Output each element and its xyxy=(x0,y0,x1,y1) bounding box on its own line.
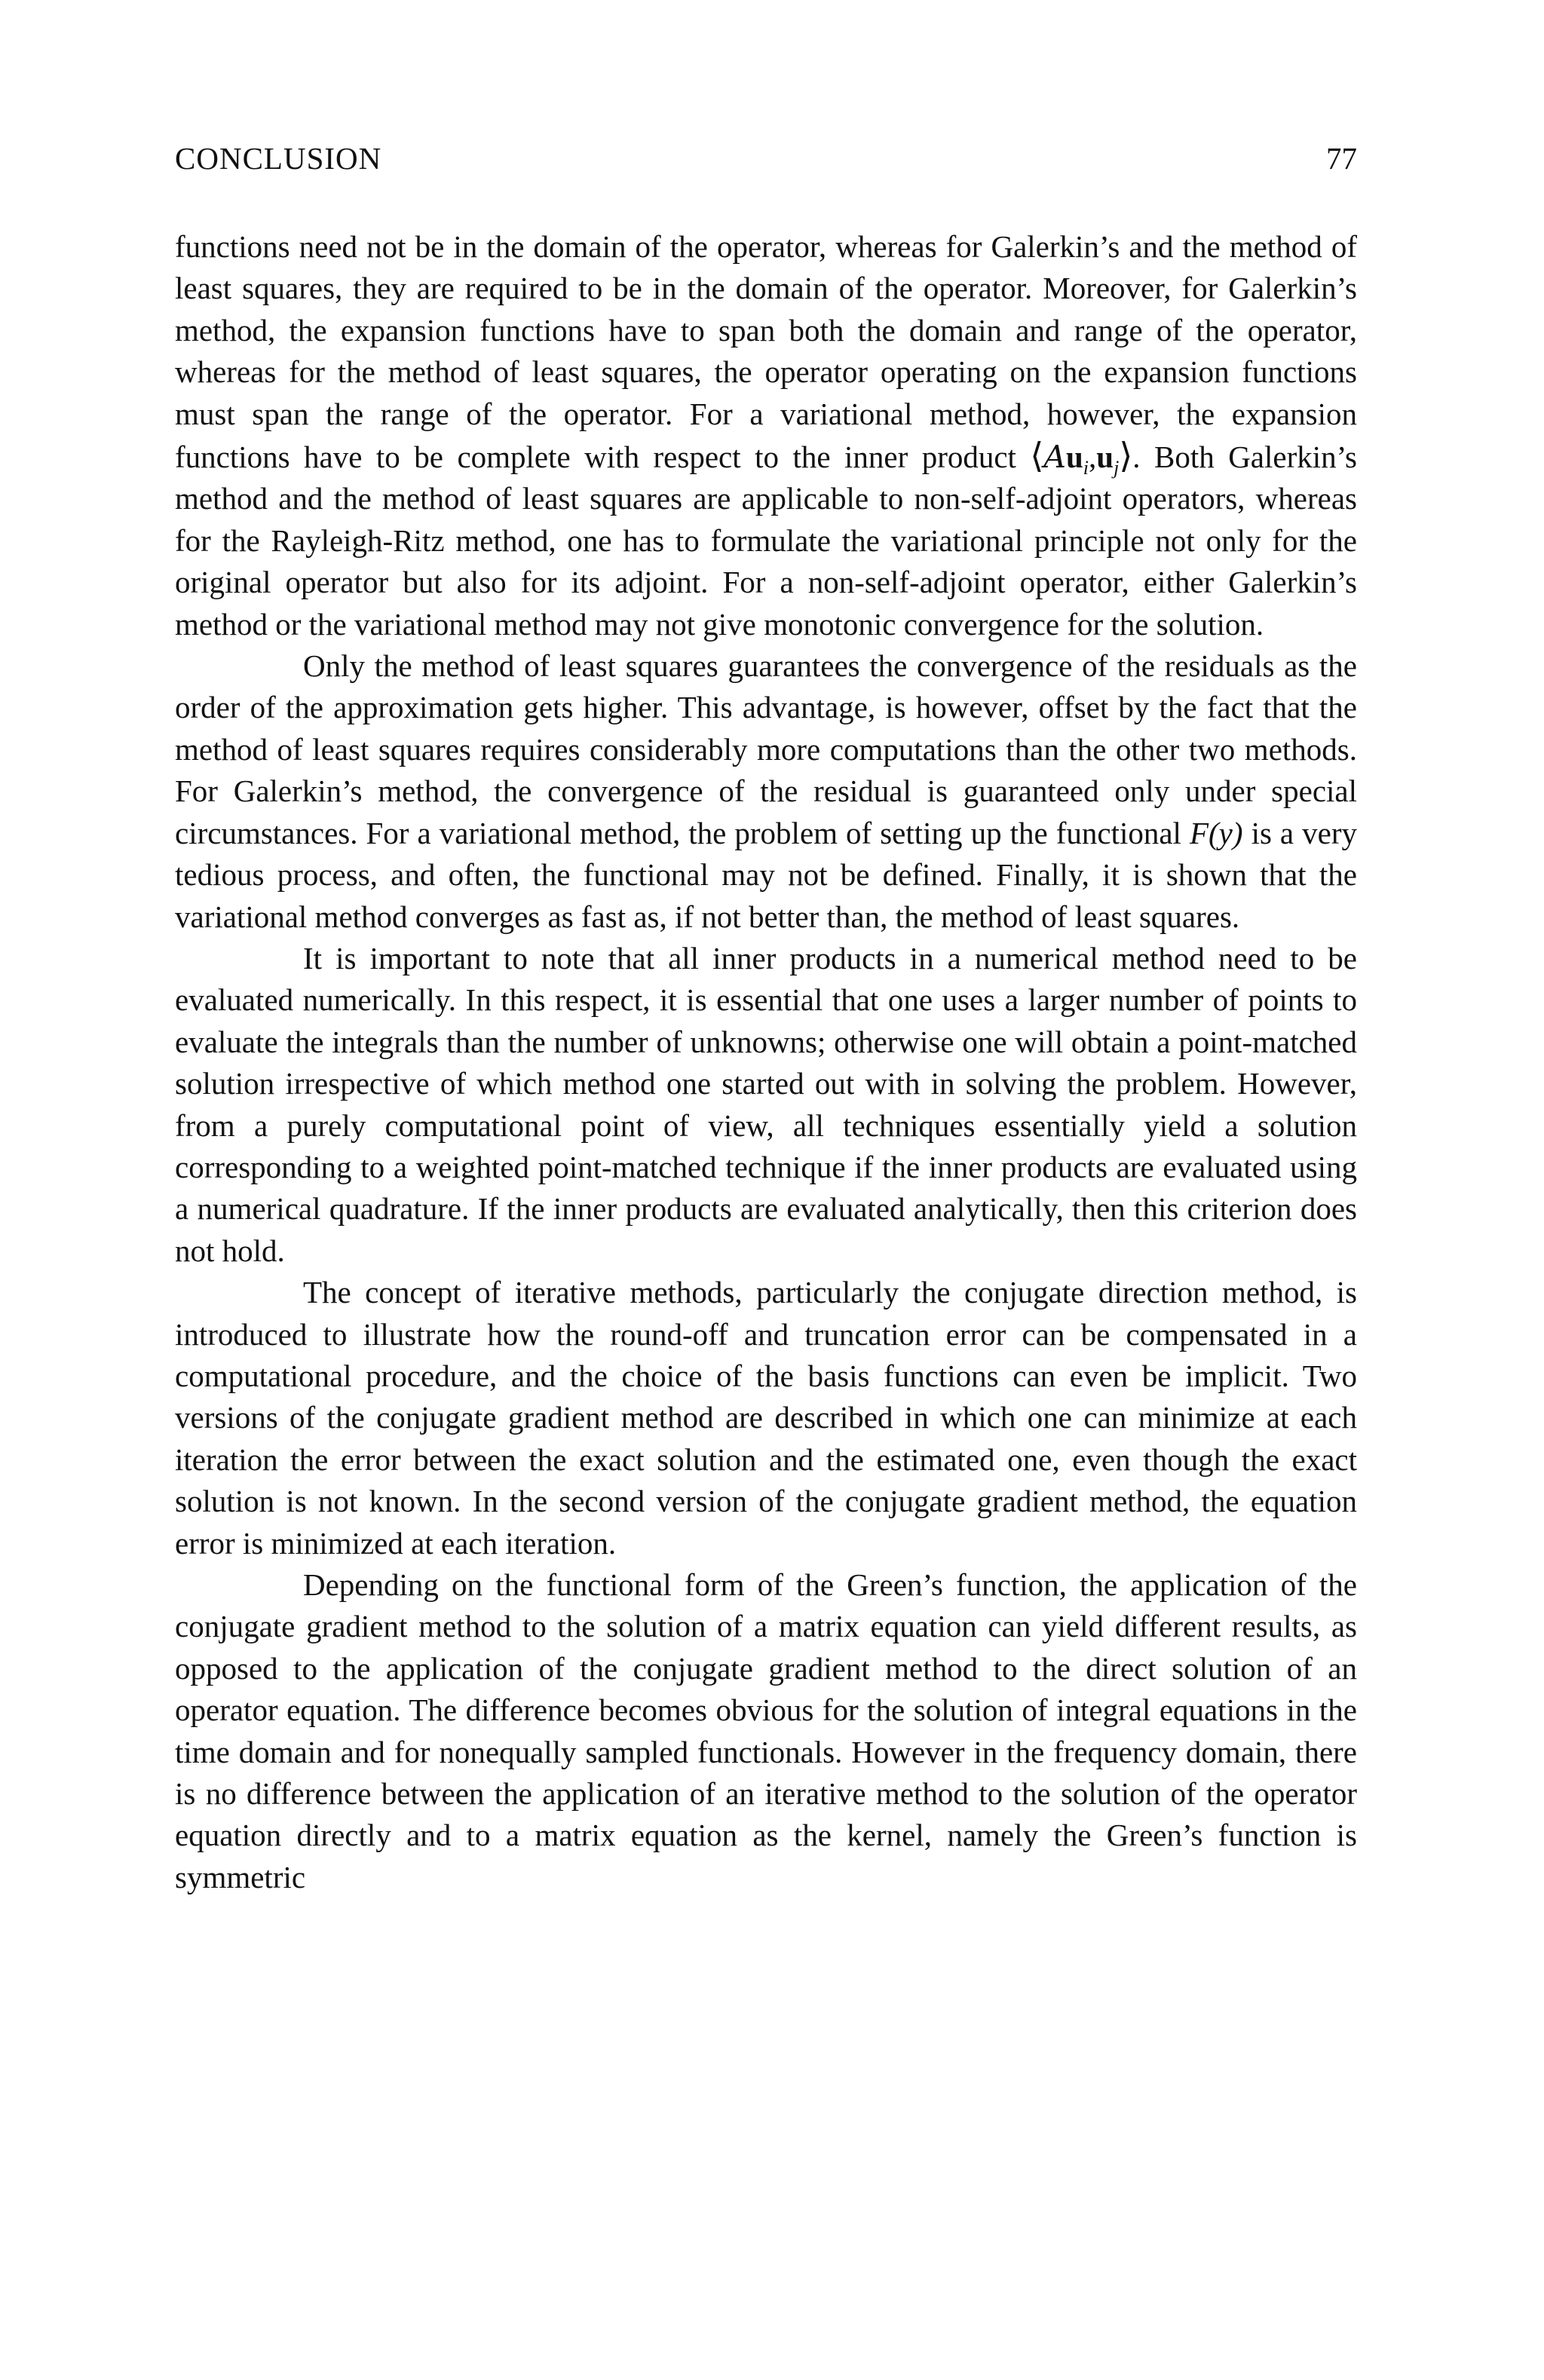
paragraph-2-text-a: Only the method of least squares guarantees the convergence of the residuals as the order of the approximation gets higher. This advantage, is however, offset by the fact that the method of least squares requires considerably more computations than the other two methods. For Galerkin’s method, the convergence of the residual is guaranteed only under special circumstances. For a variational method, the problem of setting up the functional xyxy=(175,648,1357,850)
paragraph-2-text-b: is a very tedious process, and often, the functional may not be defined. Finally, it is shown that the variational method converges as fast as, if not better than, the method of least squares. xyxy=(175,815,1358,934)
paragraph-4: The concept of iterative methods, particularly the conjugate direction method, is introduced to illustrate how the round-off and truncation error can be compensated in a computational procedure, and the choice of the basis functions can even be implicit. Two versions of the conjugate gradient method are described in which one can minimize at each iteration the error between the exact solution and the estimated one, even though the exact solution is not known. In the second version of the conjugate gradient method, the equation error is minimized at each iteration. xyxy=(175,1275,1357,1561)
running-header xyxy=(175,136,1357,181)
paragraph-1-text-a: functions need not be in the domain of the operator, whereas for Galerkin’s and the method of least squares, they are required to be in the domain of the operator. Moreover, for Galerkin’s method, the expansion functions have to span both the domain and range of the operator, whereas for the method of least squares, the operator operating on the expansion functions must span the range of the operator. For a variational method, however, the expansion functions have to be complete with respect to the inner product xyxy=(175,229,1357,475)
subscript-i: i xyxy=(1083,457,1089,479)
subscript-j: j xyxy=(1114,457,1120,479)
left-angle-bracket: ⟨ xyxy=(1030,435,1044,476)
basis-vector-u-j: u xyxy=(1096,440,1114,475)
basis-vector-u-i: u xyxy=(1065,440,1083,475)
right-angle-bracket: ⟩ xyxy=(1119,435,1133,476)
paragraph-5: Depending on the functional form of the Green’s function, the application of the conjugate gradient method to the solution of a matrix equation can yield different results, as opposed to the application of the conjugate gradient method to the direct solution of an operator equation. The difference becomes obvious for the solution of integral equations in the time domain and for nonequally sampled functionals. However in the frequency domain, there is no difference between the application of an iterative method to the solution of the operator equation directly and to a matrix equation as the kernel, namely the Green’s function is symmetric xyxy=(175,1567,1357,1895)
comma-separator: , xyxy=(1089,440,1097,475)
paragraph-1 xyxy=(175,226,1357,645)
body-text xyxy=(175,226,1357,1898)
page-number: 77 xyxy=(1326,141,1357,176)
operator-symbol: A xyxy=(1043,439,1066,476)
functional-symbol: F(y) xyxy=(1189,815,1243,850)
inner-product-expression xyxy=(1030,435,1133,479)
running-title: CONCLUSION xyxy=(175,141,382,176)
paragraph-1-text-b: . Both Galerkin’s method and the method of least squares are applicable to non-self-adjoint operators, whereas for the Rayleigh-Ritz method, one has to formulate the variational principle not only for the original operator but also for its adjoint. For a non-self-adjoint operator, either Galerkin’s method or the variational method may not give monotonic convergence for the solution. xyxy=(175,440,1357,642)
paragraph-2 xyxy=(175,645,1357,938)
paragraph-3: It is important to note that all inner products in a numerical method need to be evaluated numerically. In this respect, it is essential that one uses a larger number of points to evaluate the integrals than the number of unknowns; otherwise one will obtain a point-matched solution irrespective of which method one started out with in solving the problem. However, from a purely computational point of view, all techniques essentially yield a solution corresponding to a weighted point-matched technique if the inner products are evaluated using a numerical quadrature. If the inner products are evaluated analytically, then this criterion does not hold. xyxy=(175,940,1357,1268)
